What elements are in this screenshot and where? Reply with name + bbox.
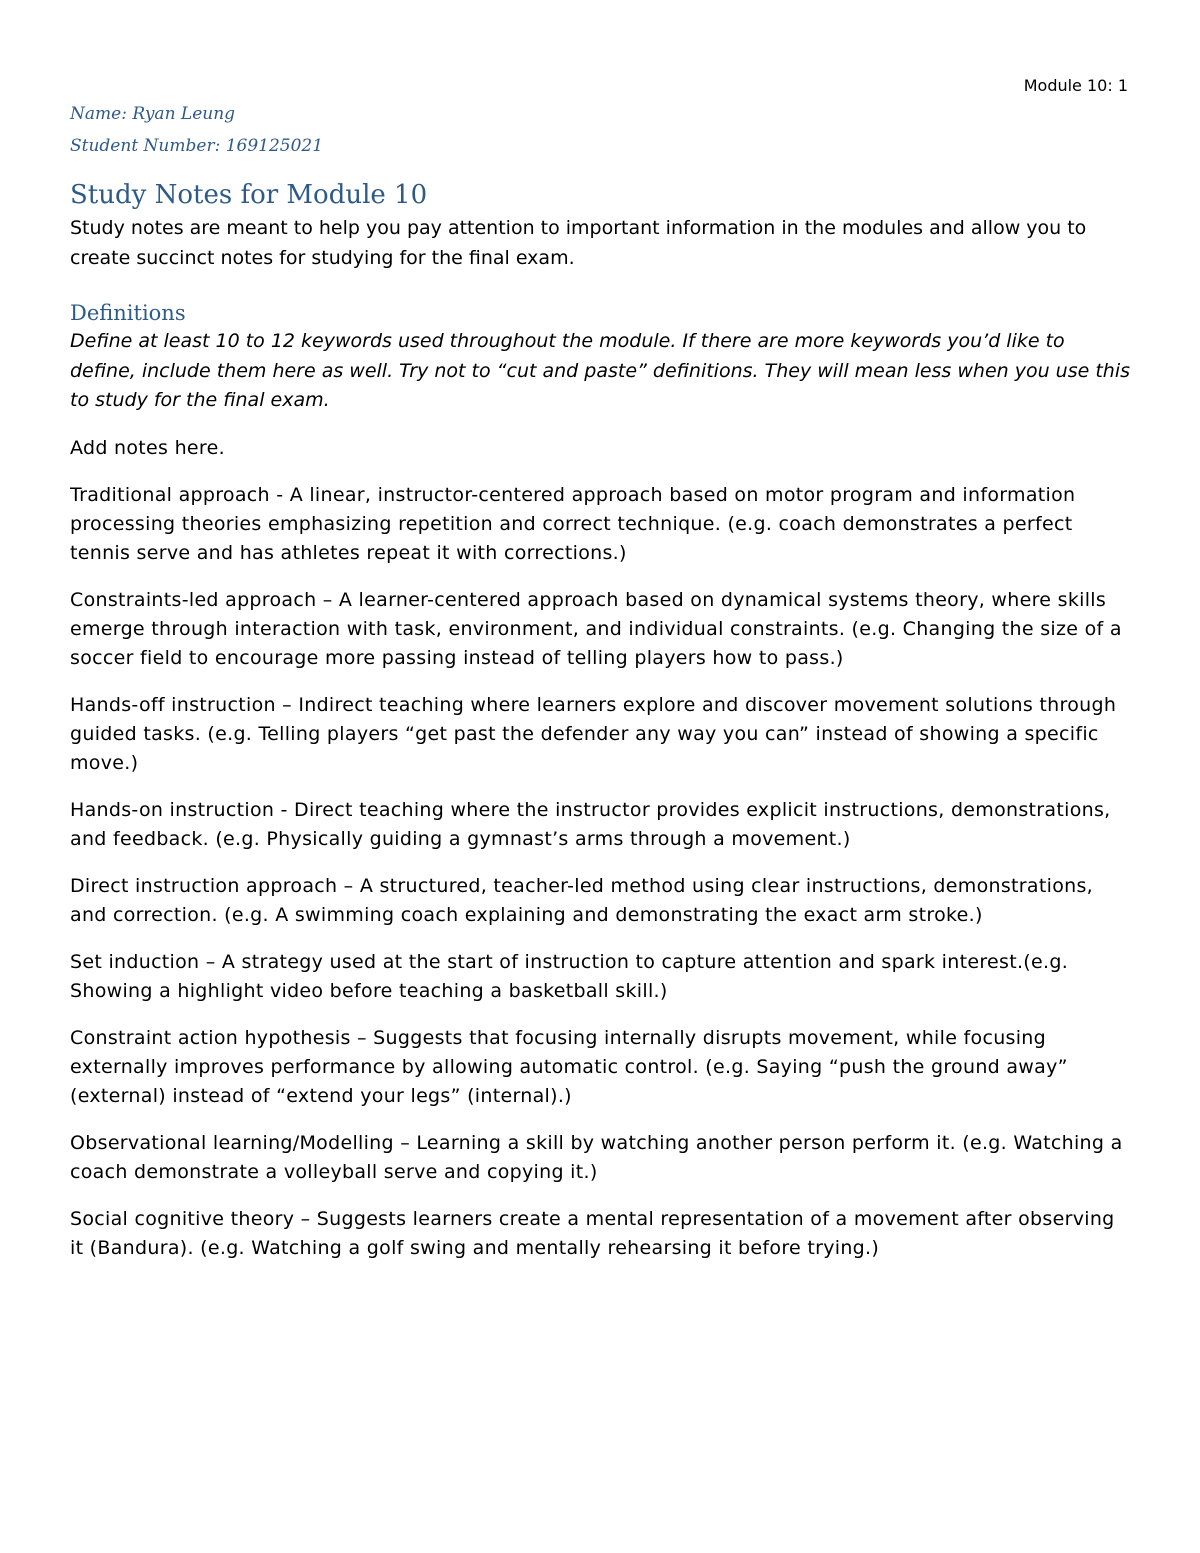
document-body — [70, 98, 1132, 1263]
definition-item: Hands-on instruction - Direct teaching where the instructor provides explicit instructions, demonstrations, and feedback. (e.g. Physically guiding a gymnast’s arms through a movement.) — [70, 798, 1111, 850]
intro-paragraph: Study notes are meant to help you pay attention to important information in the modules and allow you to create succinct notes for studying for the final exam. — [70, 217, 1087, 269]
definitions-heading: Definitions — [70, 301, 186, 325]
page-title: Study Notes for Module 10 — [70, 180, 428, 210]
definition-item: Set induction – A strategy used at the start of instruction to capture attention and spark interest.(e.g. Showing a highlight video before teaching a basketball skill.) — [70, 950, 1069, 1002]
definition-item: Traditional approach - A linear, instructor-centered approach based on motor program and information processing theories emphasizing repetition and correct technique. (e.g. coach demonstrates a perfect tennis serve and has athletes repeat it with corrections.) — [70, 483, 1076, 564]
definition-item: Social cognitive theory – Suggests learners create a mental representation of a movement after observing it (Bandura). (e.g. Watching a golf swing and mentally rehearsing it before trying.) — [70, 1207, 1115, 1259]
definition-item: Hands-off instruction – Indirect teaching where learners explore and discover movement solutions through guided tasks. (e.g. Telling players “get past the defender any way you can” instead of showing a specific move.) — [70, 693, 1117, 774]
page-number-header: Module 10: 1 — [1023, 76, 1128, 95]
definition-item: Observational learning/Modelling – Learning a skill by watching another person perform it. (e.g. Watching a coach demonstrate a volleyball serve and copying it.) — [70, 1131, 1123, 1183]
student-name: Name: Ryan Leung — [70, 104, 236, 124]
definition-item: Direct instruction approach – A structured, teacher-led method using clear instructions, demonstrations, and correction. (e.g. A swimming coach explaining and demonstrating the exact arm stroke.) — [70, 874, 1093, 926]
definitions-instructions: Define at least 10 to 12 keywords used throughout the module. If there are more keywords you’d like to define, include them here as well. Try not to “cut and paste” definitions. They will mean less when you use this to study for the final exam. — [70, 330, 1131, 411]
student-number: Student Number: 169125021 — [70, 136, 324, 156]
definition-item: Constraints-led approach – A learner-centered approach based on dynamical systems theory, where skills emerge through interaction with task, environment, and individual constraints. (e.g. Changing the size of a soccer field to encourage more passing instead of telling players how to pass.) — [70, 588, 1122, 669]
definition-item: Constraint action hypothesis – Suggests that focusing internally disrupts movement, while focusing externally improves performance by allowing automatic control. (e.g. Saying “push the ground away” (external) instead of “extend your legs” (internal).) — [70, 1026, 1068, 1107]
add-notes-label: Add notes here. — [70, 436, 225, 459]
